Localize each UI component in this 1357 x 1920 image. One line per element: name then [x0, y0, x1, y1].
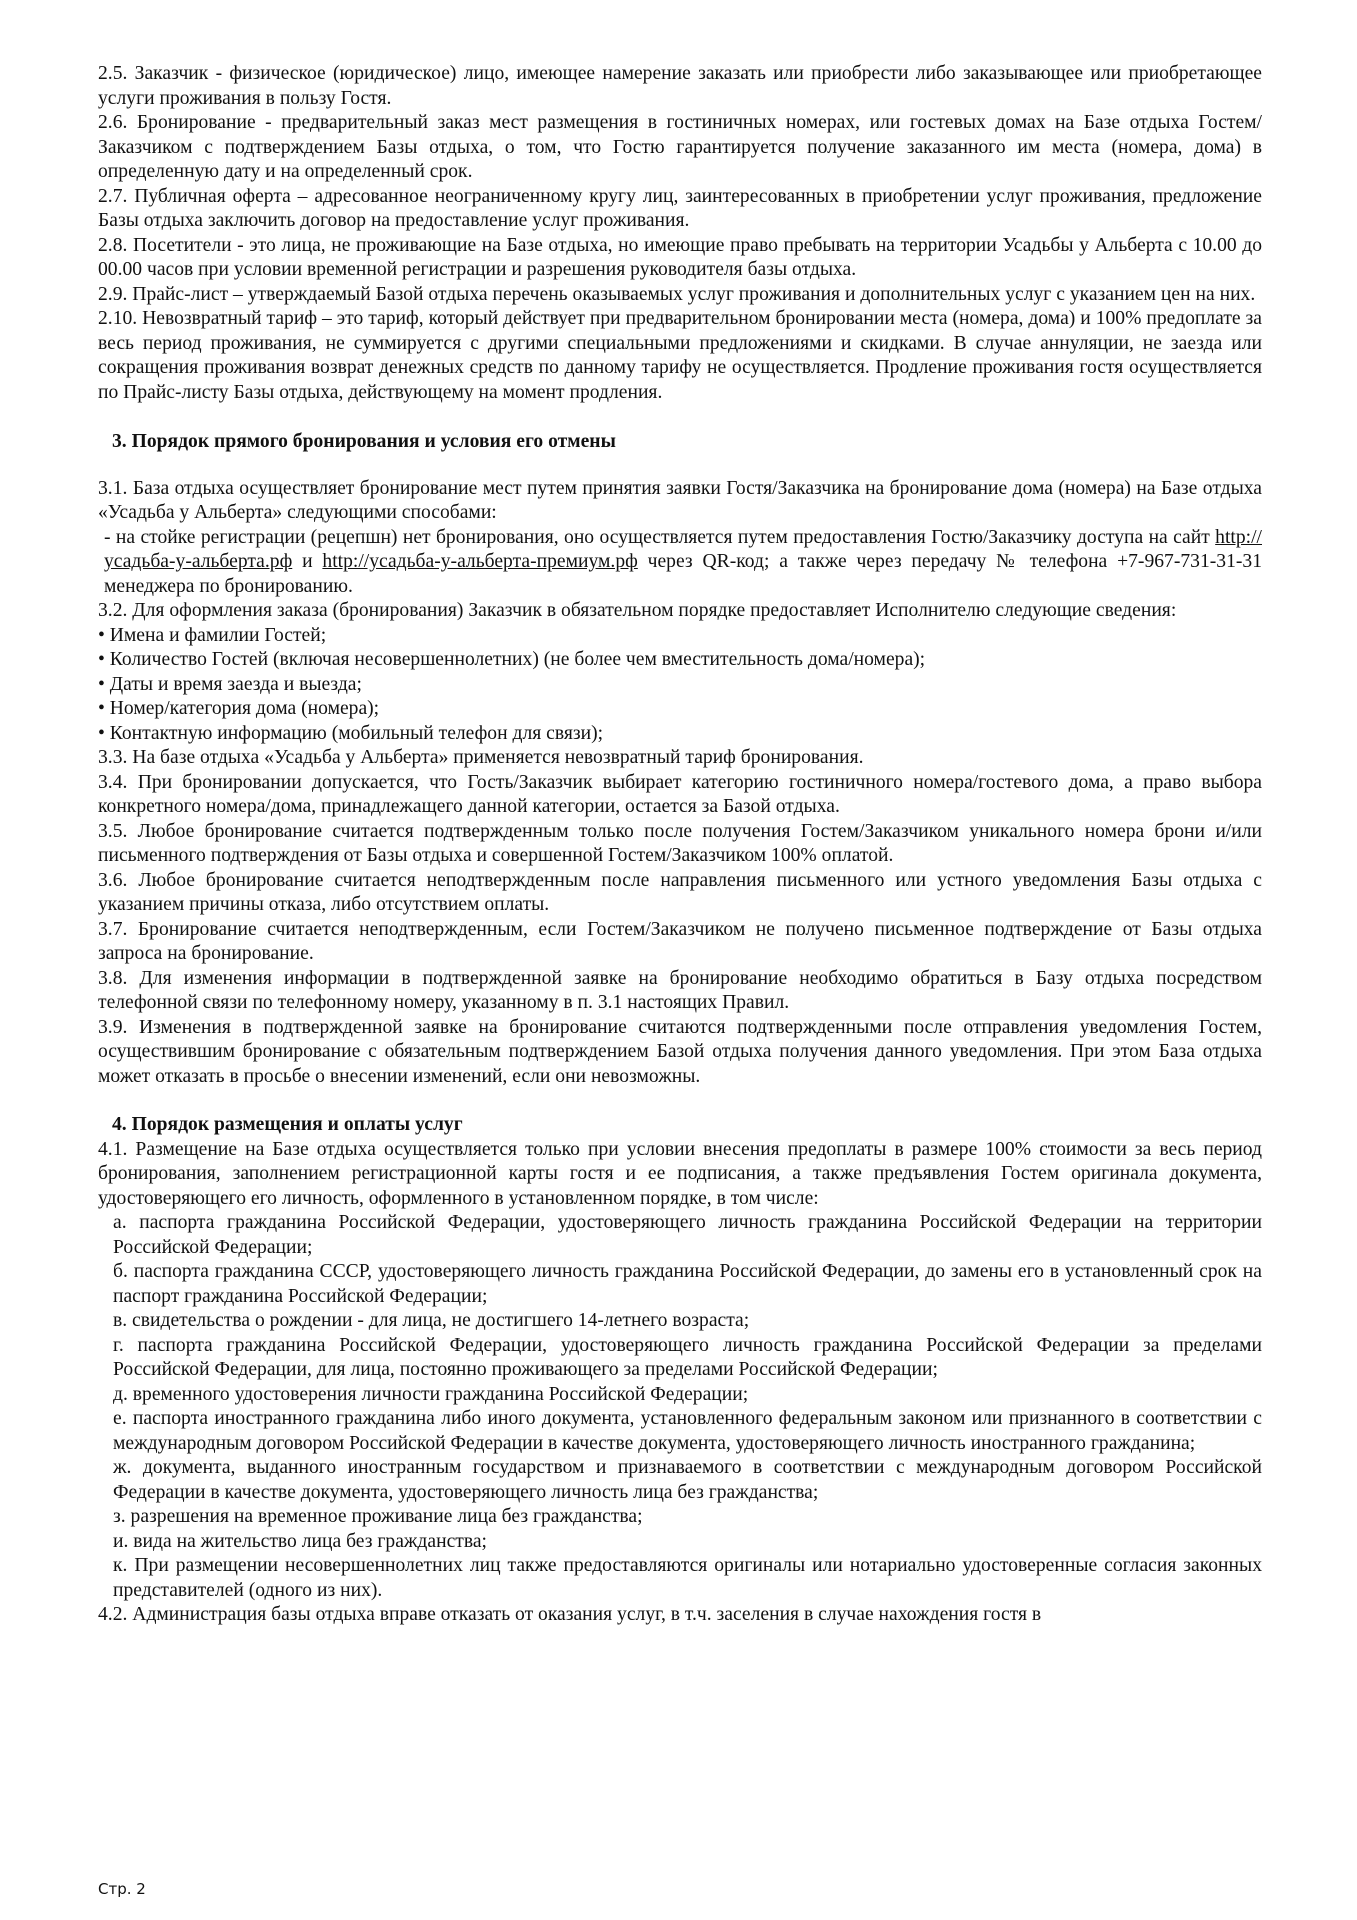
document-item: и. вида на жительство лица без гражданства;	[113, 1530, 487, 1552]
document-item: д. временного удостоверения личности гражданина Российской Федерации;	[113, 1383, 749, 1405]
document-page	[98, 62, 1262, 1628]
clause-2-5: 2.5. Заказчик - физическое (юридическое) лицо, имеющее намерение заказать или приобрести либо заказывающее или приобретающее услуги проживания в пользу Гостя.	[98, 63, 1262, 109]
clause-3-3: 3.3. На базе отдыха «Усадьба у Альберта» применяется невозвратный тариф бронирования.	[98, 747, 864, 768]
clause-3-2: 3.2. Для оформления заказа (бронирования) Заказчик в обязательном порядке предоставляет Исполнителю следующие сведения:	[98, 600, 1177, 621]
site-link-2[interactable]: http://усадьба-у-альберта-премиум.рф	[322, 551, 638, 572]
bullet-item: • Количество Гостей (включая несовершеннолетних) (не более чем вместительность дома/номера);	[98, 649, 926, 670]
document-item: з. разрешения на временное проживание лица без гражданства;	[113, 1506, 643, 1527]
clause-4-1: 4.1. Размещение на Базе отдыха осуществляется только при условии внесения предоплаты в размере 100% стоимости за весь период бронирования, заполнением регистрационной карты гостя и ее подписания, а также предъявления Гостем оригинала документа, удостоверяющего его личность, оформленного в установленном порядке, в том числе:	[98, 1138, 1262, 1209]
clause-3-1-methods: - на стойке регистрации (рецепшн) нет бронирования, оно осуществляется путем предоставления Гостю/Заказчику доступа на сайт http://усадьба-у-альберта.рф и http://усадьба-у-альберта-премиум.рф через QR-код; а также через передачу № телефона +7-967-731-31-31 менеджера по бронированию.	[104, 526, 1262, 597]
document-item: г. паспорта гражданина Российской Федерации, удостоверяющего личность гражданина Российской Федерации за пределами Российской Федерации, для лица, постоянно проживающего за пределами Российской Федерации;	[113, 1334, 1262, 1380]
document-item: ж. документа, выданного иностранным государством и признаваемого в соответствии с международным договором Российской Федерации в качестве документа, удостоверяющего личность лица без гражданства;	[113, 1457, 1262, 1503]
bullet-item: • Имена и фамилии Гостей;	[98, 624, 327, 646]
section-4-heading: 4. Порядок размещения и оплаты услуг	[112, 1114, 463, 1135]
clause-4-2: 4.2. Администрация базы отдыха вправе отказать от оказания услуг, в т.ч. заселения в случае нахождения гостя в	[98, 1604, 1042, 1625]
clause-3-1: 3.1. База отдыха осуществляет бронирование мест путем принятия заявки Гостя/Заказчика на бронирование дома (номера) на Базе отдыха «Усадьба у Альберта» следующими способами:	[98, 477, 1262, 523]
bullet-item: • Даты и время заезда и выезда;	[98, 673, 362, 695]
clause-3-7: 3.7. Бронирование считается неподтвержденным, если Гостем/Заказчиком не получено письменное подтверждение от Базы отдыха запроса на бронирование.	[98, 918, 1262, 964]
clause-2-10: 2.10. Невозвратный тариф – это тариф, который действует при предварительном бронировании места (номера, дома) и 100% предоплате за весь период проживания, не суммируется с другими специальными предложениями и скидками. В случае аннуляции, не заезда или сокращения проживания возврат денежных средств по данному тарифу не осуществляется. Продление проживания гостя осуществляется по Прайс-листу Базы отдыха, действующему на момент продления.	[98, 308, 1262, 403]
bullet-item: • Номер/категория дома (номера);	[98, 698, 380, 719]
page-number: Стр. 2	[98, 1880, 146, 1898]
clause-3-6: 3.6. Любое бронирование считается неподтвержденным после направления письменного или устного уведомления Базы отдыха с указанием причины отказа, либо отсутствием оплаты.	[98, 869, 1262, 915]
clause-3-5: 3.5. Любое бронирование считается подтвержденным только после получения Гостем/Заказчиком уникального номера брони и/или письменного подтверждения от Базы отдыха и совершенной Гостем/Заказчиком 100% оплатой.	[98, 820, 1262, 866]
document-item: а. паспорта гражданина Российской Федерации, удостоверяющего личность гражданина Российской Федерации на территории Российской Федерации;	[113, 1212, 1262, 1258]
bullet-item: • Контактную информацию (мобильный телефон для связи);	[98, 722, 604, 744]
document-item: б. паспорта гражданина СССР, удостоверяющего личность гражданина Российской Федерации, до замены его в установленный срок на паспорт гражданина Российской Федерации;	[113, 1261, 1262, 1307]
clause-2-6: 2.6. Бронирование - предварительный заказ мест размещения в гостиничных номерах, или гостевых домах на Базе отдыха Гостем/Заказчиком с подтверждением Базы отдыха, о том, что Гостю гарантируется получение заказанного им места (номера, дома) в определенную дату и на определенный срок.	[98, 112, 1262, 182]
document-item: в. свидетельства о рождении - для лица, не достигшего 14-летнего возраста;	[113, 1310, 750, 1331]
clause-3-8: 3.8. Для изменения информации в подтвержденной заявке на бронирование необходимо обратиться в Базу отдыха посредством телефонной связи по телефонному номеру, указанному в п. 3.1 настоящих Правил.	[98, 967, 1262, 1013]
clause-2-9: 2.9. Прайс-лист – утверждаемый Базой отдыха перечень оказываемых услуг проживания и дополнительных услуг с указанием цен на них.	[98, 283, 1256, 305]
clause-2-8: 2.8. Посетители - это лица, не проживающие на Базе отдыха, но имеющие право пребывать на территории Усадьбы у Альберта с 10.00 до 00.00 часов при условии временной регистрации и разрешения руководителя базы отдыха.	[98, 234, 1262, 280]
document-item: к. При размещении несовершеннолетних лиц также предоставляются оригиналы или нотариально удостоверенные согласия законных представителей (одного из них).	[113, 1555, 1262, 1601]
clause-3-4: 3.4. При бронировании допускается, что Гость/Заказчик выбирает категорию гостиничного номера/гостевого дома, а право выбора конкретного номера/дома, принадлежащего данной категории, остается за Базой отдыха.	[98, 771, 1262, 817]
document-item: е. паспорта иностранного гражданина либо иного документа, установленного федеральным законом или признанного в соответствии с международным договором Российской Федерации в качестве документа, удостоверяющего личность иностранного гражданина;	[113, 1408, 1262, 1454]
site-link-1[interactable]: http://усадьба-у-альберта.рф	[104, 526, 1262, 572]
clause-3-9: 3.9. Изменения в подтвержденной заявке на бронирование считаются подтвержденными после отправления уведомления Гостем, осуществившим бронирование с обязательным подтверждением Базой отдыха получения данного уведомления. При этом База отдыха может отказать в просьбе о внесении изменений, если они невозможны.	[98, 1016, 1262, 1087]
clause-2-7: 2.7. Публичная оферта – адресованное неограниченному кругу лиц, заинтересованных в приобретении услуг проживания, предложение Базы отдыха заключить договор на предоставление услуг проживания.	[98, 185, 1262, 231]
section-3-heading: 3. Порядок прямого бронирования и условия его отмены	[112, 431, 616, 452]
